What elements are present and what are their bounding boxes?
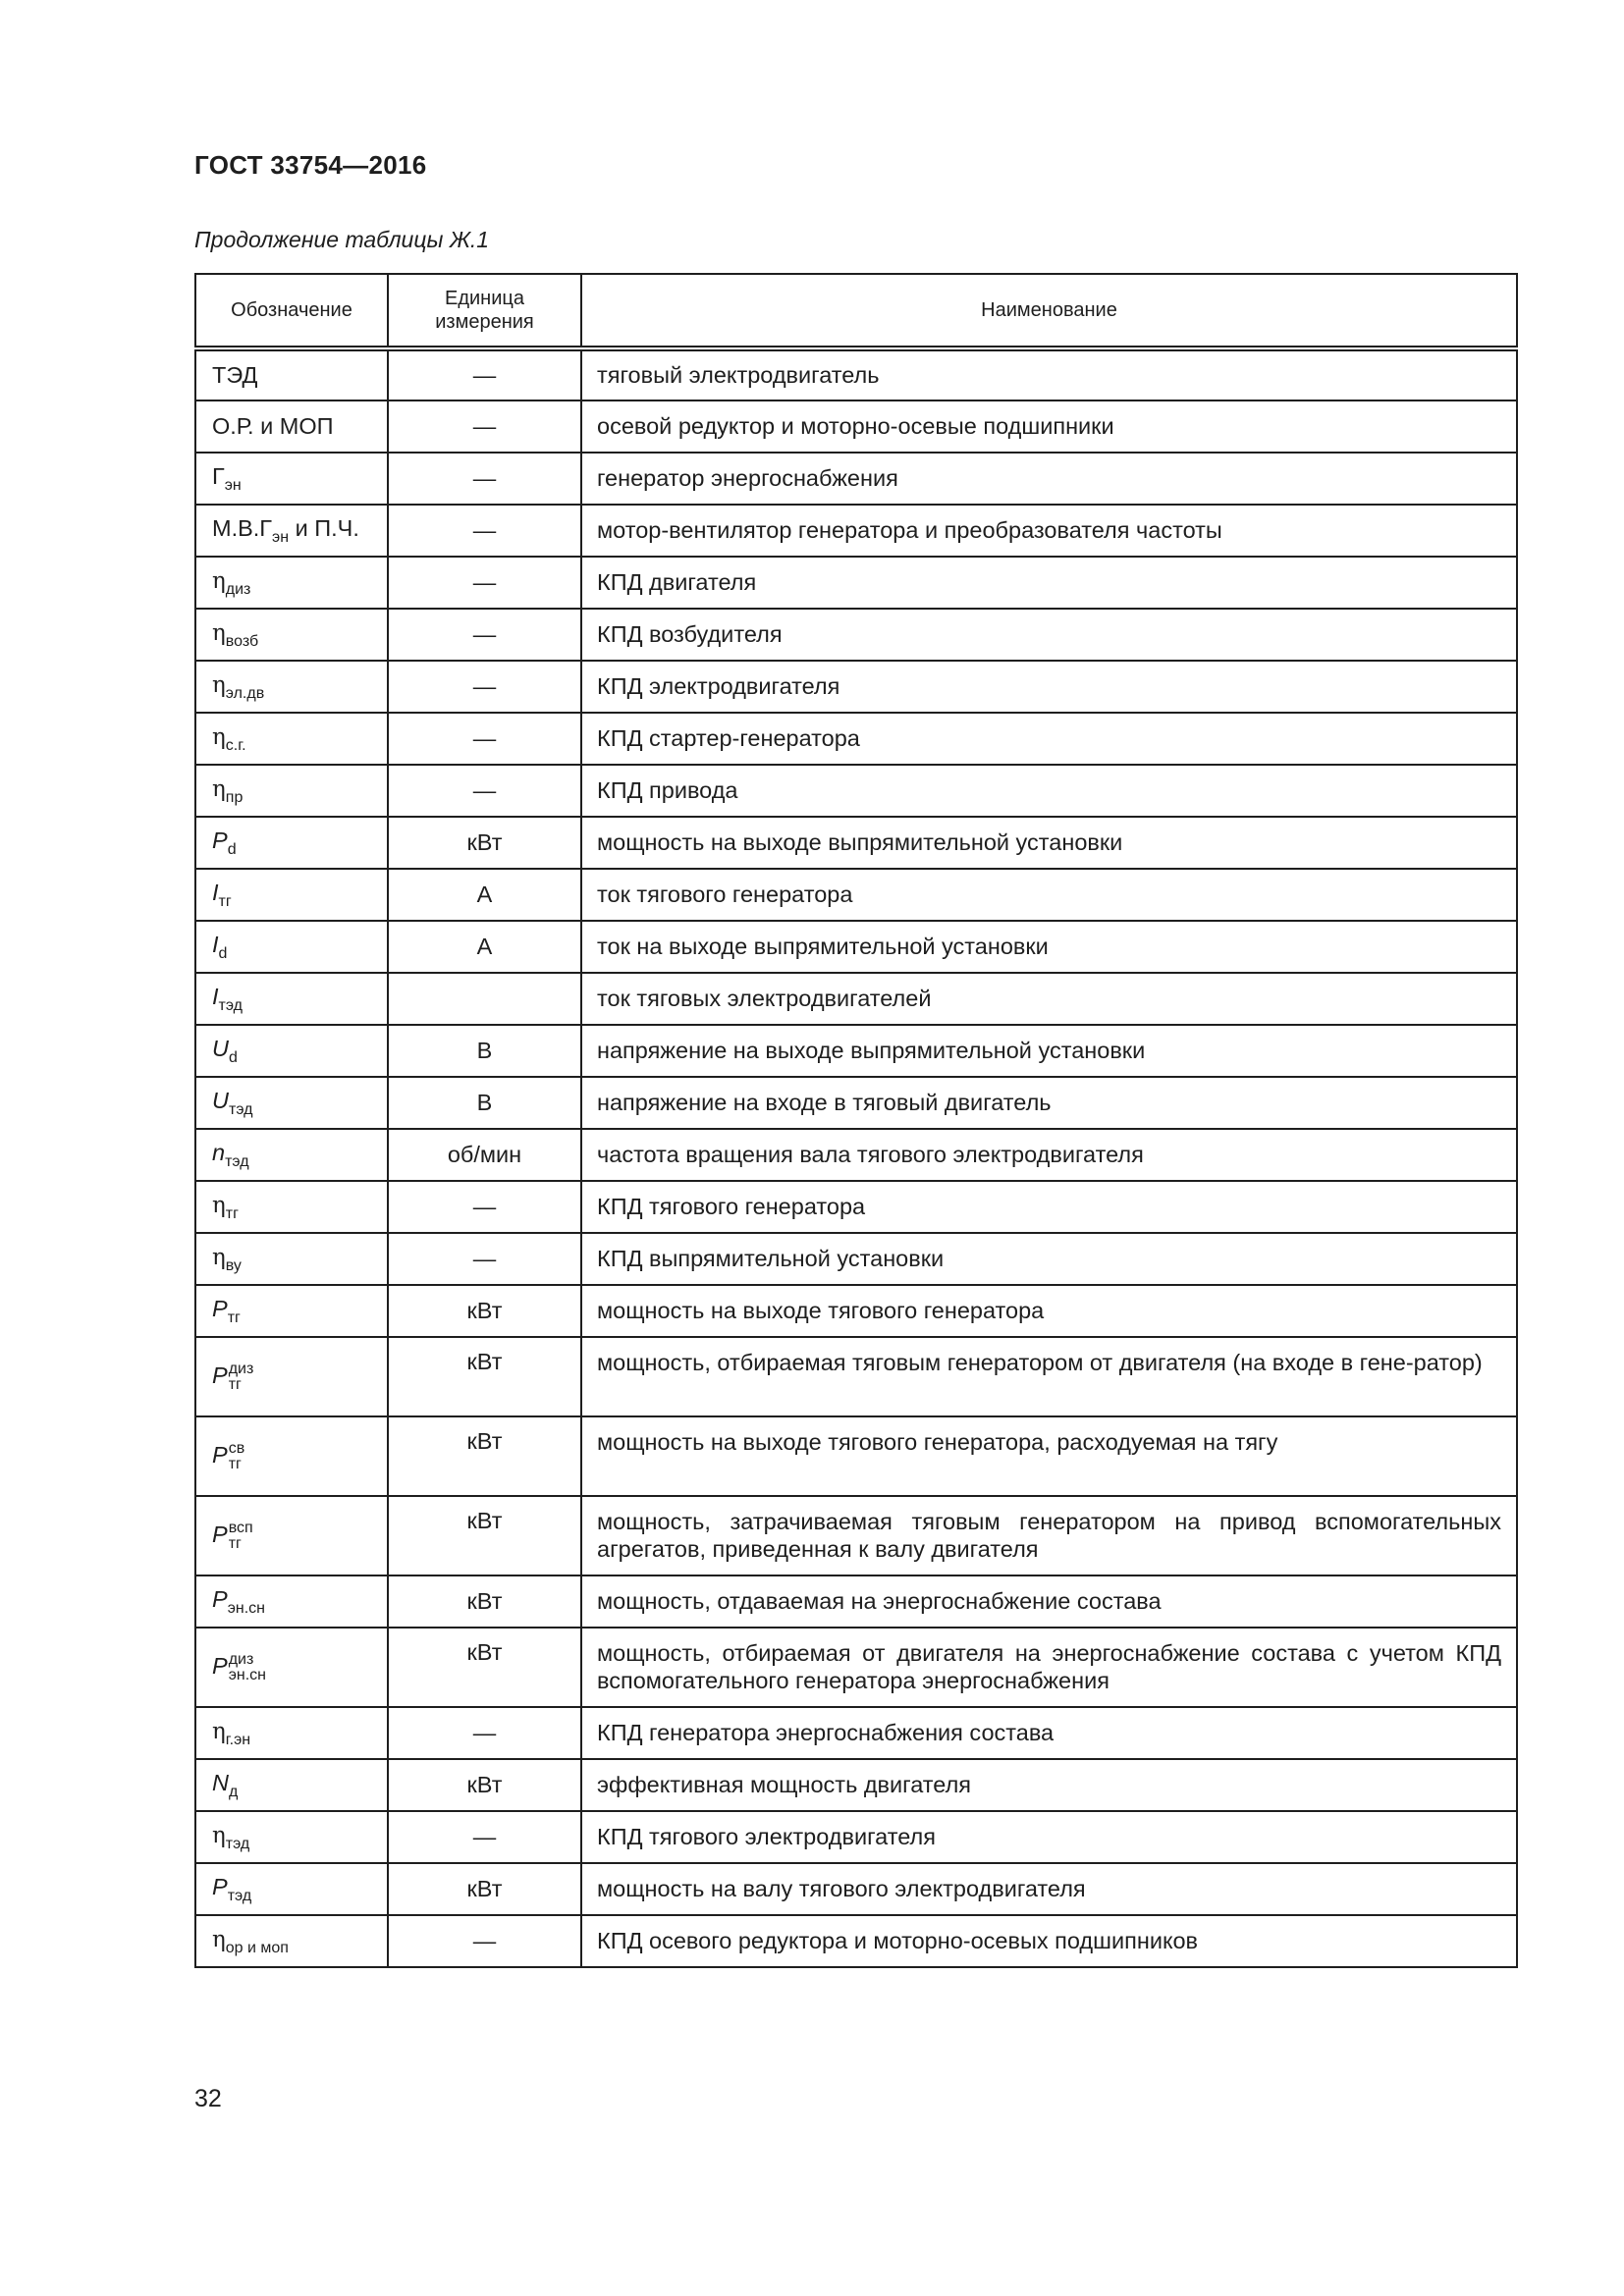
row-symbol — [195, 1575, 388, 1628]
symbol-subscript: d — [228, 1048, 238, 1066]
symbol-main: η — [212, 1926, 226, 1952]
row-symbol — [195, 765, 388, 817]
row-unit: В — [388, 1077, 581, 1129]
row-unit: кВт — [388, 1285, 581, 1337]
symbol-subscript: диз — [225, 580, 251, 598]
row-unit: А — [388, 869, 581, 921]
row-name: КПД возбудителя — [581, 609, 1517, 661]
row-symbol — [195, 1233, 388, 1285]
table-row — [195, 1337, 1517, 1416]
row-name: ток на выходе выпрямительной установки — [581, 921, 1517, 973]
row-symbol — [195, 1811, 388, 1863]
table-row — [195, 661, 1517, 713]
symbol-superscript: диз — [228, 1650, 254, 1668]
row-name: ток тягового генератора — [581, 869, 1517, 921]
row-unit: кВт — [388, 1628, 581, 1707]
row-unit: — — [388, 1181, 581, 1233]
row-unit: кВт — [388, 1337, 581, 1416]
document-code: ГОСТ 33754—2016 — [194, 150, 427, 180]
symbol-main: P — [212, 1652, 228, 1679]
symbol-sup-sub — [229, 1441, 245, 1472]
row-symbol — [195, 348, 388, 400]
table-row — [195, 1025, 1517, 1077]
row-symbol — [195, 1077, 388, 1129]
row-name: напряжение на входе в тяговый двигатель — [581, 1077, 1517, 1129]
row-name: осевой редуктор и моторно-осевые подшипники — [581, 400, 1517, 453]
row-name: мощность на выходе тягового генератора, расходуемая на тягу — [581, 1416, 1517, 1496]
table-row — [195, 557, 1517, 609]
row-symbol — [195, 1759, 388, 1811]
table-row — [195, 973, 1517, 1025]
table-row — [195, 1129, 1517, 1181]
row-name: КПД осевого редуктора и моторно-осевых подшипников — [581, 1915, 1517, 1967]
symbol-main: η — [212, 1718, 226, 1744]
table-caption: Продолжение таблицы Ж.1 — [194, 227, 490, 252]
row-symbol — [195, 1181, 388, 1233]
table-row — [195, 1915, 1517, 1967]
table-row — [195, 1759, 1517, 1811]
table-row — [195, 869, 1517, 921]
table-row — [195, 609, 1517, 661]
row-symbol — [195, 1707, 388, 1759]
header-name: Наименование — [581, 274, 1517, 348]
row-unit: — — [388, 1707, 581, 1759]
row-symbol — [195, 1496, 388, 1575]
row-symbol — [195, 1285, 388, 1337]
table-row — [195, 765, 1517, 817]
row-unit: — — [388, 1811, 581, 1863]
symbol-main: U — [212, 1035, 229, 1061]
symbol-subscript: ву — [225, 1256, 242, 1274]
symbol-tail: и П.Ч. — [289, 514, 359, 541]
row-name: мощность на выходе выпрямительной установки — [581, 817, 1517, 869]
symbol-sup-sub — [229, 1362, 254, 1393]
symbol-subscript: тэд — [227, 1887, 252, 1904]
row-symbol — [195, 869, 388, 921]
row-unit: — — [388, 609, 581, 661]
table-row — [195, 505, 1517, 557]
table-row — [195, 400, 1517, 453]
symbol-subscript: тг — [218, 892, 232, 910]
header-unit-line2: измерения — [435, 311, 534, 333]
table-row — [195, 1496, 1517, 1575]
table-row — [195, 1233, 1517, 1285]
table-row — [195, 1707, 1517, 1759]
row-unit: кВт — [388, 1575, 581, 1628]
symbol-main: О.Р. и МОП — [212, 413, 334, 439]
row-name: напряжение на выходе выпрямительной установки — [581, 1025, 1517, 1077]
symbol-main: P — [212, 1873, 228, 1899]
row-name: мощность, отбираемая от двигателя на энергоснабжение состава с учетом КПД вспомогательного генератора энергоснабжения — [581, 1628, 1517, 1707]
row-name: КПД выпрямительной установки — [581, 1233, 1517, 1285]
table-row — [195, 1863, 1517, 1915]
row-unit: В — [388, 1025, 581, 1077]
table-row — [195, 348, 1517, 400]
row-symbol — [195, 1416, 388, 1496]
symbol-subscript: с.г. — [225, 736, 246, 754]
symbol-main: I — [212, 879, 219, 905]
row-symbol — [195, 1129, 388, 1181]
row-unit — [388, 973, 581, 1025]
symbol-main: U — [212, 1087, 229, 1113]
row-symbol — [195, 453, 388, 505]
symbol-superscript: св — [228, 1439, 245, 1457]
symbol-main: η — [212, 1244, 226, 1270]
symbol-main: Г — [212, 462, 225, 489]
symbol-subscript: эн.сн — [228, 1666, 266, 1683]
row-unit: об/мин — [388, 1129, 581, 1181]
row-unit: — — [388, 400, 581, 453]
row-unit: — — [388, 765, 581, 817]
table-row — [195, 1285, 1517, 1337]
row-name: генератор энергоснабжения — [581, 453, 1517, 505]
row-name: КПД генератора энергоснабжения состава — [581, 1707, 1517, 1759]
symbol-subscript: тг — [228, 1455, 242, 1472]
row-unit: — — [388, 453, 581, 505]
row-symbol — [195, 661, 388, 713]
symbol-subscript: тэд — [218, 996, 244, 1014]
row-name: КПД электродвигателя — [581, 661, 1517, 713]
header-unit-line1: Единица — [445, 288, 524, 309]
symbol-main: P — [212, 1362, 228, 1388]
table-row — [195, 1077, 1517, 1129]
symbol-main: η — [212, 1192, 226, 1218]
row-name: мощность, отбираемая тяговым генератором от двигателя (на входе в гене-ратор) — [581, 1337, 1517, 1416]
row-symbol — [195, 713, 388, 765]
symbol-subscript: д — [228, 1783, 239, 1800]
row-unit: — — [388, 661, 581, 713]
row-unit: — — [388, 557, 581, 609]
symbol-subscript: d — [218, 944, 228, 962]
row-symbol — [195, 921, 388, 973]
row-name: КПД стартер-генератора — [581, 713, 1517, 765]
symbol-subscript: тг — [227, 1308, 241, 1326]
row-unit: кВт — [388, 1759, 581, 1811]
table-row — [195, 817, 1517, 869]
row-unit: кВт — [388, 1863, 581, 1915]
table-row — [195, 1181, 1517, 1233]
symbol-main: М.В.Г — [212, 514, 273, 541]
symbol-main: P — [212, 1585, 228, 1612]
row-symbol — [195, 1863, 388, 1915]
symbol-subscript: тг — [225, 1204, 239, 1222]
row-symbol — [195, 1025, 388, 1077]
row-unit: кВт — [388, 1496, 581, 1575]
symbol-main: η — [212, 723, 226, 750]
symbol-subscript: эл.дв — [225, 684, 265, 702]
symbol-subscript: тэд — [228, 1100, 253, 1118]
row-symbol — [195, 400, 388, 453]
table-row — [195, 921, 1517, 973]
row-name: ток тяговых электродвигателей — [581, 973, 1517, 1025]
row-symbol — [195, 1628, 388, 1707]
table-body — [195, 348, 1517, 1967]
row-symbol — [195, 1337, 388, 1416]
header-symbol: Обозначение — [195, 274, 388, 348]
symbols-table — [194, 273, 1518, 1968]
symbol-subscript: эн — [224, 476, 242, 494]
row-name: тяговый электродвигатель — [581, 348, 1517, 400]
symbol-subscript: эн.сн — [227, 1599, 265, 1617]
row-name: мощность, отдаваемая на энергоснабжение состава — [581, 1575, 1517, 1628]
symbol-main: P — [212, 1441, 228, 1468]
row-symbol — [195, 973, 388, 1025]
table-row — [195, 1628, 1517, 1707]
symbol-sup-sub — [229, 1652, 266, 1683]
header-unit — [388, 274, 581, 348]
row-symbol — [195, 505, 388, 557]
row-symbol — [195, 817, 388, 869]
symbol-subscript: тг — [228, 1375, 242, 1393]
symbol-main: η — [212, 1822, 226, 1848]
symbol-main: η — [212, 619, 226, 646]
row-name: эффективная мощность двигателя — [581, 1759, 1517, 1811]
symbol-subscript: ор и моп — [225, 1939, 289, 1956]
symbol-subscript: г.эн — [225, 1731, 251, 1748]
row-unit: — — [388, 505, 581, 557]
symbol-main: η — [212, 671, 226, 698]
symbol-subscript: тэд — [225, 1835, 250, 1852]
symbol-subscript: тг — [228, 1534, 242, 1552]
row-unit: А — [388, 921, 581, 973]
row-unit: — — [388, 1233, 581, 1285]
symbol-subscript: пр — [225, 788, 244, 806]
row-name: мощность, затрачиваемая тяговым генератором на привод вспомогательных агрегатов, приведенная к валу двигателя — [581, 1496, 1517, 1575]
symbol-superscript: диз — [228, 1360, 254, 1377]
row-name: КПД тягового электродвигателя — [581, 1811, 1517, 1863]
row-name: мощность на выходе тягового генератора — [581, 1285, 1517, 1337]
table-row — [195, 1575, 1517, 1628]
row-name: частота вращения вала тягового электродвигателя — [581, 1129, 1517, 1181]
symbol-main: n — [212, 1139, 226, 1165]
row-symbol — [195, 557, 388, 609]
symbol-main: I — [212, 983, 219, 1009]
row-name: мощность на валу тягового электродвигателя — [581, 1863, 1517, 1915]
symbol-superscript: всп — [228, 1519, 253, 1536]
row-unit: — — [388, 713, 581, 765]
table-row — [195, 713, 1517, 765]
symbol-sup-sub — [229, 1521, 253, 1552]
row-unit: — — [388, 348, 581, 400]
symbol-main: I — [212, 931, 219, 957]
table-row — [195, 453, 1517, 505]
symbol-subscript: возб — [225, 632, 259, 650]
symbol-main: P — [212, 1521, 228, 1547]
row-name: КПД тягового генератора — [581, 1181, 1517, 1233]
row-symbol — [195, 1915, 388, 1967]
table-row — [195, 1811, 1517, 1863]
symbol-subscript: d — [227, 840, 237, 858]
symbol-main: P — [212, 1295, 228, 1321]
row-unit: кВт — [388, 817, 581, 869]
symbol-subscript: тэд — [225, 1152, 249, 1170]
row-unit: — — [388, 1915, 581, 1967]
symbol-main: ТЭД — [212, 362, 258, 388]
row-unit: кВт — [388, 1416, 581, 1496]
row-name: КПД привода — [581, 765, 1517, 817]
page-number: 32 — [194, 2085, 222, 2112]
symbol-subscript: эн — [272, 528, 290, 546]
table-row — [195, 1416, 1517, 1496]
symbol-main: N — [212, 1769, 229, 1795]
row-name: КПД двигателя — [581, 557, 1517, 609]
table-header-row — [195, 274, 1517, 348]
symbol-main: η — [212, 775, 226, 802]
row-name: мотор-вентилятор генератора и преобразователя частоты — [581, 505, 1517, 557]
symbol-main: P — [212, 827, 228, 853]
symbol-main: η — [212, 567, 226, 594]
row-symbol — [195, 609, 388, 661]
